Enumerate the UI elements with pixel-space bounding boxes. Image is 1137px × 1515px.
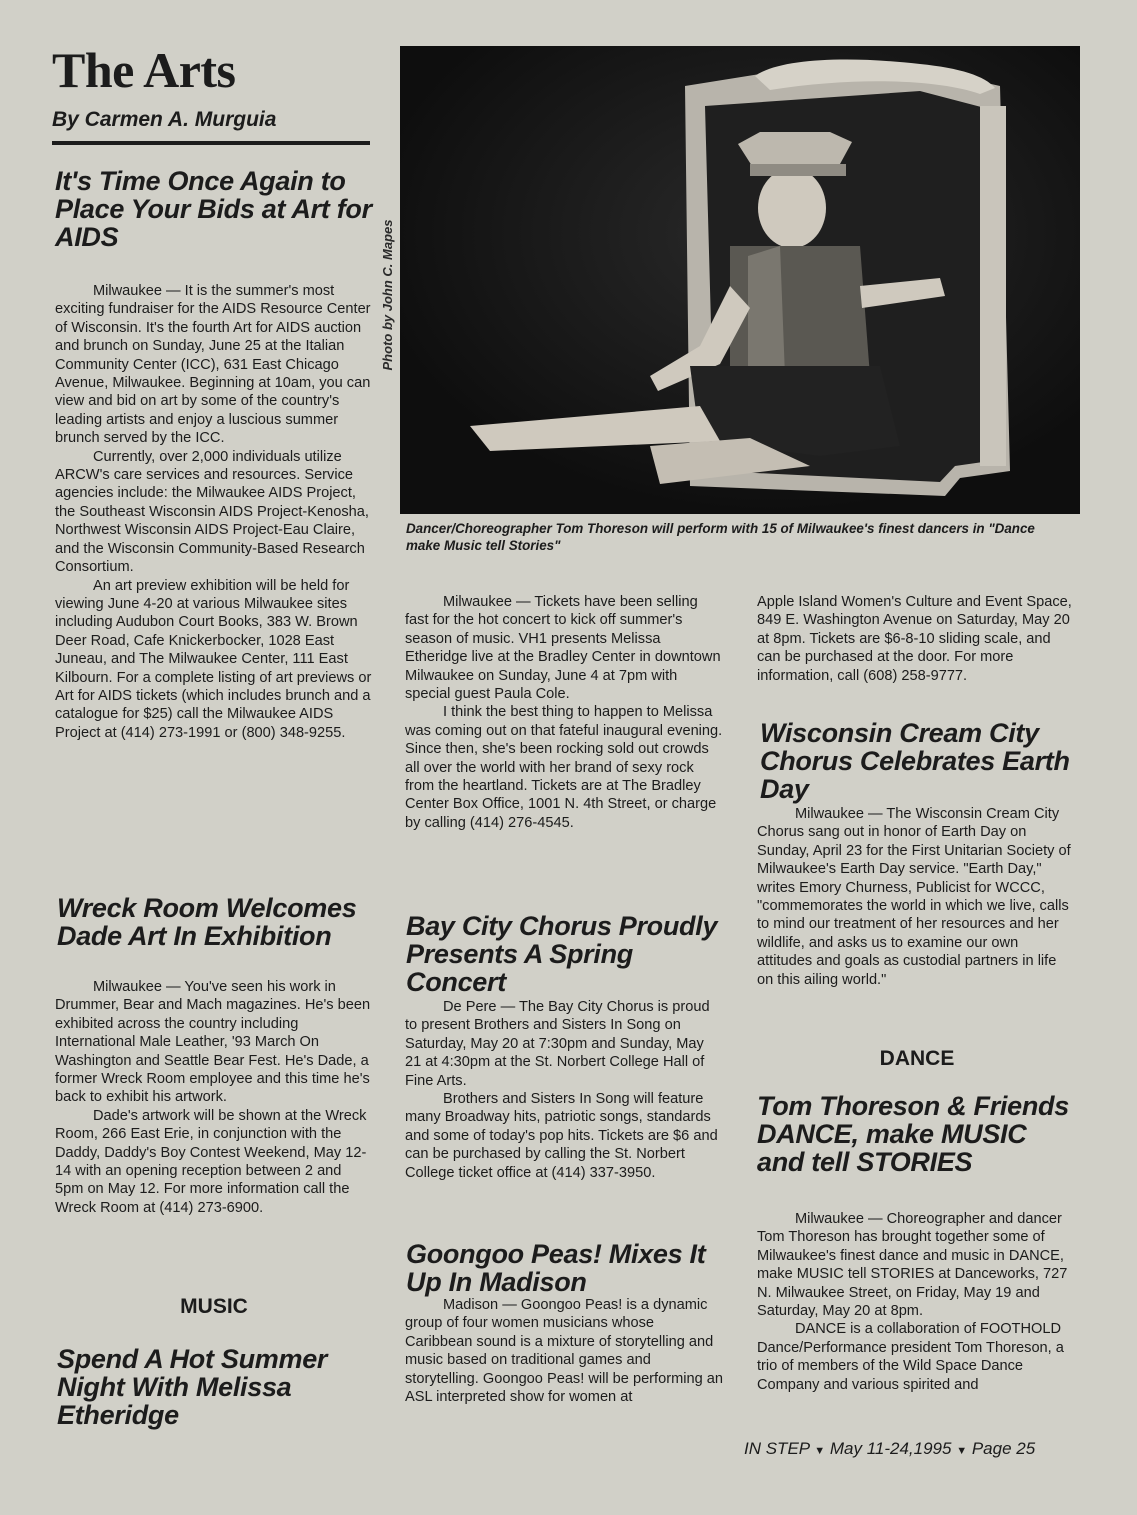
cream-city-headline: Wisconsin Cream City Chorus Celebrates Earth Day — [760, 718, 1070, 804]
section-title: The Arts — [52, 42, 236, 98]
goongoo-paragraph: Madison — Goongoo Peas! is a dynamic group of four women musicians whose Caribbean sound is a mixture of storytelling and music based on traditional games and storytelling. Goongoo Peas! will be performing an ASL interpreted show for women at — [405, 1297, 723, 1406]
dance-section-label: DANCE — [879, 1047, 955, 1070]
melissa-body — [405, 593, 723, 832]
goongoo-paragraph-continued: Apple Island Women's Culture and Event Space, 849 E. Washington Avenue on Saturday, May 20 at 8pm. Tickets are $6-8-10 sliding scale, and can be purchased at the door. For more information, call (608) 258-9777. — [757, 594, 1072, 684]
music-section-label: MUSIC — [180, 1295, 248, 1318]
melissa-paragraph: I think the best thing to happen to Melissa was coming out on that fateful inaugural evening. Since then, she's been rocking sold out crowds all over the world with her brand of sexy rock from the heartland. Tickets are at The Bradley Center Box Office, 1001 N. 4th Street, or charge by calling (414) 276-4545. — [405, 704, 723, 831]
thoreson-headline: Tom Thoreson & Friends DANCE, make MUSIC and tell STORIES — [757, 1091, 1069, 1177]
masthead-rule — [52, 141, 370, 145]
byline: By Carmen A. Murguia — [52, 108, 277, 131]
thoreson-body — [757, 1210, 1075, 1394]
wreck-room-paragraph: Dade's artwork will be shown at the Wreck Room, 266 East Erie, in conjunction with the Daddy, Daddy's Boy Contest Weekend, May 12-14 with an opening reception between 2 and 5pm on May 12. For more information call the Wreck Room at (414) 273-6900. — [55, 1107, 367, 1216]
dancer-photo-image — [400, 46, 1080, 514]
cream-city-paragraph: Milwaukee — The Wisconsin Cream City Chorus sang out in honor of Earth Day on Sunday, April 23 for the First Unitarian Society of Milwaukee's Earth Day service. "Earth Day," writes Emory Churness, Publicist for WCCC, "commemorates the world in which we live, calls to mind our treatment of her resources and her wildlife, and asks us to examine our own attitudes and goals as custodial partners in life on this ailing world." — [757, 806, 1071, 988]
goongoo-body — [405, 1296, 723, 1406]
art-for-aids-body — [55, 282, 373, 742]
footer-date: May 11-24,1995 — [829, 1439, 952, 1458]
footer-separator-icon: ▼ — [956, 1445, 968, 1457]
page-footer — [744, 1438, 1089, 1462]
goongoo-continued — [757, 593, 1077, 685]
footer-publication: IN STEP — [744, 1439, 810, 1458]
bay-city-headline: Bay City Chorus Proudly Presents A Spring Concert — [406, 911, 718, 997]
melissa-headline: Spend A Hot Summer Night With Melissa Etheridge — [57, 1344, 328, 1430]
art-for-aids-paragraph: Currently, over 2,000 individuals utilize ARCW's care services and resources. Service agencies include: the Milwaukee AIDS Project, the Southeast Wisconsin AIDS Project-Kenosha, Northwest Wisconsin AIDS Project-Eau Claire, and the Wisconsin Community-Based Research Consortium. — [55, 448, 369, 576]
photo-credit — [376, 190, 400, 400]
thoreson-paragraph: DANCE is a collaboration of FOOTHOLD Dance/Performance president Tom Thoreson, a trio of members of the Wild Space Dance Company and various spirited and — [757, 1321, 1064, 1393]
goongoo-headline: Goongoo Peas! Mixes It Up In Madison — [406, 1239, 706, 1297]
dancer-photo — [400, 46, 1080, 514]
wreck-room-headline: Wreck Room Welcomes Dade Art In Exhibition — [57, 893, 357, 951]
photo-credit-text: Photo by John C. Mapes — [380, 219, 395, 371]
thoreson-paragraph: Milwaukee — Choreographer and dancer Tom Thoreson has brought together some of Milwaukee's finest dance and music in DANCE, make MUSIC tell STORIES at Danceworks, 727 N. Milwaukee Street, on Friday, May 19 and Saturday, May 20 at 8pm. — [757, 1211, 1068, 1320]
footer-separator-icon: ▼ — [814, 1445, 826, 1457]
wreck-room-paragraph: Milwaukee — You've seen his work in Drummer, Bear and Mach magazines. He's been exhibited across the country including International Male Leather, '93 March On Washington and Seattle Bear Fest. He's Dade, a former Wreck Room employee and this time he's back to exhibit his artwork. — [55, 979, 371, 1106]
bay-city-body — [405, 998, 723, 1182]
art-for-aids-headline: It's Time Once Again to Place Your Bids at Art for AIDS — [55, 166, 372, 252]
art-for-aids-paragraph: An art preview exhibition will be held for viewing June 4-20 at various Milwaukee sites including Audubon Court Books, 383 W. Brown Deer Road, Cafe Knickerbocker, 1028 East Juneau, and The Milwaukee Center, 111 East Kilbourn. For a complete listing of art previews or Art for AIDS tickets (which includes brunch and a catalogue for $25) call the Milwaukee AIDS Project at (414) 273-1991 or (800) 348-9255. — [55, 577, 372, 741]
bay-city-paragraph: Brothers and Sisters In Song will feature many Broadway hits, patriotic songs, standards and some of today's pop hits. Tickets are $6 and can be purchased by calling the St. Norbert College ticket office at (414) 337-3950. — [405, 1091, 718, 1181]
art-for-aids-paragraph: Milwaukee — It is the summer's most exciting fundraiser for the AIDS Resource Center of Wisconsin. It's the fourth Art for AIDS auction and brunch on Sunday, June 25 at the Italian Community Center (ICC), 631 East Chicago Avenue, Milwaukee. Beginning at 10am, you can view and bid on art by some of the country's leading artists and enjoy a luscious summer brunch served by the ICC. — [55, 283, 371, 447]
melissa-paragraph: Milwaukee — Tickets have been selling fast for the hot concert to kick off summer's season of music. VH1 presents Melissa Etheridge live at the Bradley Center in downtown Milwaukee on Sunday, June 4 at 7pm with special guest Paula Cole. — [405, 594, 721, 703]
wreck-room-body — [55, 978, 373, 1217]
cream-city-body — [757, 805, 1075, 989]
photo-caption: Dancer/Choreographer Tom Thoreson will perform with 15 of Milwaukee's finest dancers in "Dance make Music tell Stories" — [406, 521, 1035, 553]
bay-city-paragraph: De Pere — The Bay City Chorus is proud to present Brothers and Sisters In Song on Saturday, May 20 at 7:30pm and Sunday, May 21 at 4:30pm at the St. Norbert College Hall of Fine Arts. — [405, 999, 710, 1089]
footer-page-number: Page 25 — [971, 1439, 1036, 1458]
